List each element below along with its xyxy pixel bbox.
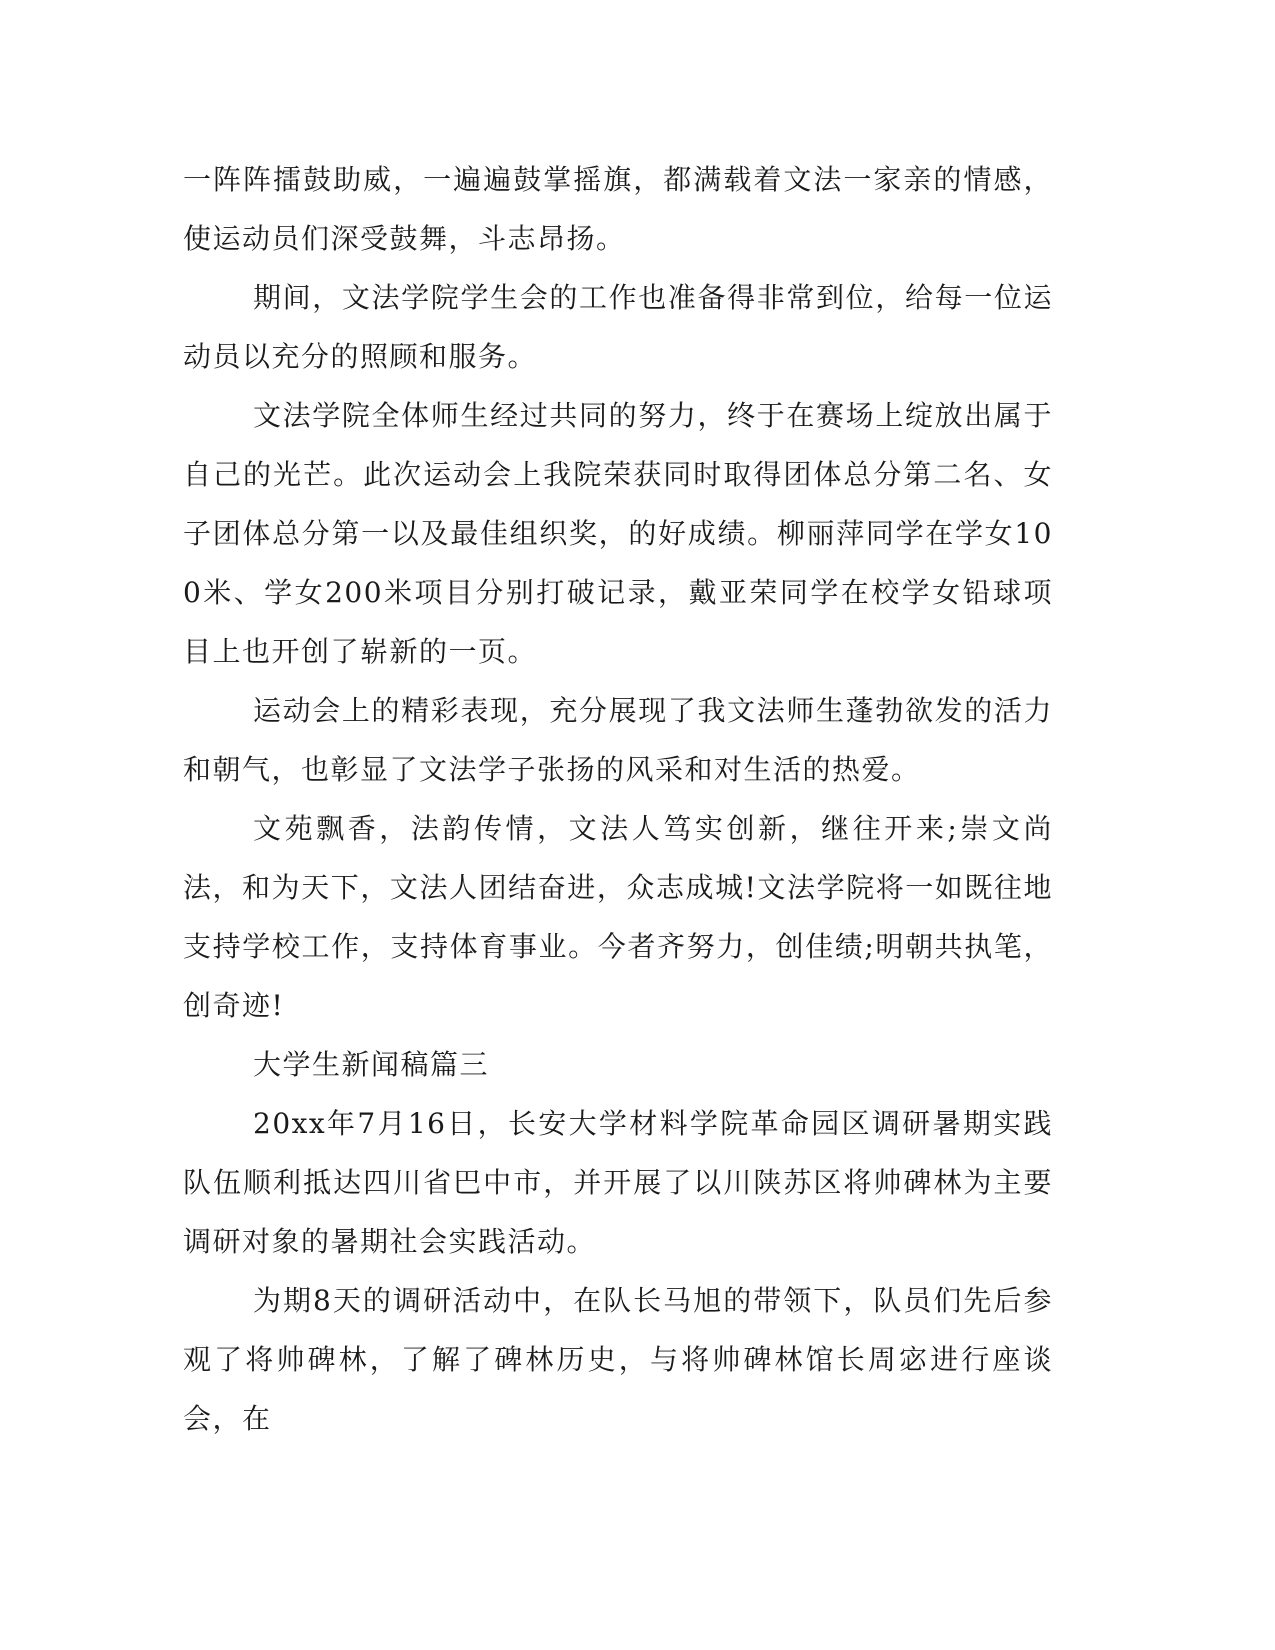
paragraph-5: 文苑飘香，法韵传情，文法人笃实创新，继往开来;崇文尚法，和为天下，文法人团结奋进，众志成城!文法学院将一如既往地支持学校工作，支持体育事业。今者齐努力，创佳绩;明朝共执笔，创奇迹!: [183, 812, 1053, 1022]
section-heading: 大学生新闻稿篇三: [253, 1048, 490, 1081]
paragraph-8: 为期8天的调研活动中，在队长马旭的带领下，队员们先后参观了将帅碑林，了解了碑林历史，与将帅碑林馆长周宓进行座谈会，在: [183, 1284, 1053, 1435]
document-body: [183, 150, 1053, 1448]
paragraph-4: 运动会上的精彩表现，充分展现了我文法师生蓬勃欲发的活力和朝气，也彰显了文法学子张扬的风采和对生活的热爱。: [183, 694, 1053, 786]
paragraph-2: 期间，文法学院学生会的工作也准备得非常到位，给每一位运动员以充分的照顾和服务。: [183, 281, 1053, 373]
paragraph-7: 20xx年7月16日，长安大学材料学院革命园区调研暑期实践队伍顺利抵达四川省巴中市，并开展了以川陕苏区将帅碑林为主要调研对象的暑期社会实践活动。: [183, 1107, 1053, 1258]
paragraph-3: 文法学院全体师生经过共同的努力，终于在赛场上绽放出属于自己的光芒。此次运动会上我院荣获同时取得团体总分第二名、女子团体总分第一以及最佳组织奖，的好成绩。柳丽萍同学在学女100米、学女200米项目分别打破记录，戴亚荣同学在校学女铅球项目上也开创了崭新的一页。: [183, 399, 1053, 668]
paragraph-1: 一阵阵擂鼓助威，一遍遍鼓掌摇旗，都满载着文法一家亲的情感，使运动员们深受鼓舞，斗志昂扬。: [183, 163, 1053, 255]
